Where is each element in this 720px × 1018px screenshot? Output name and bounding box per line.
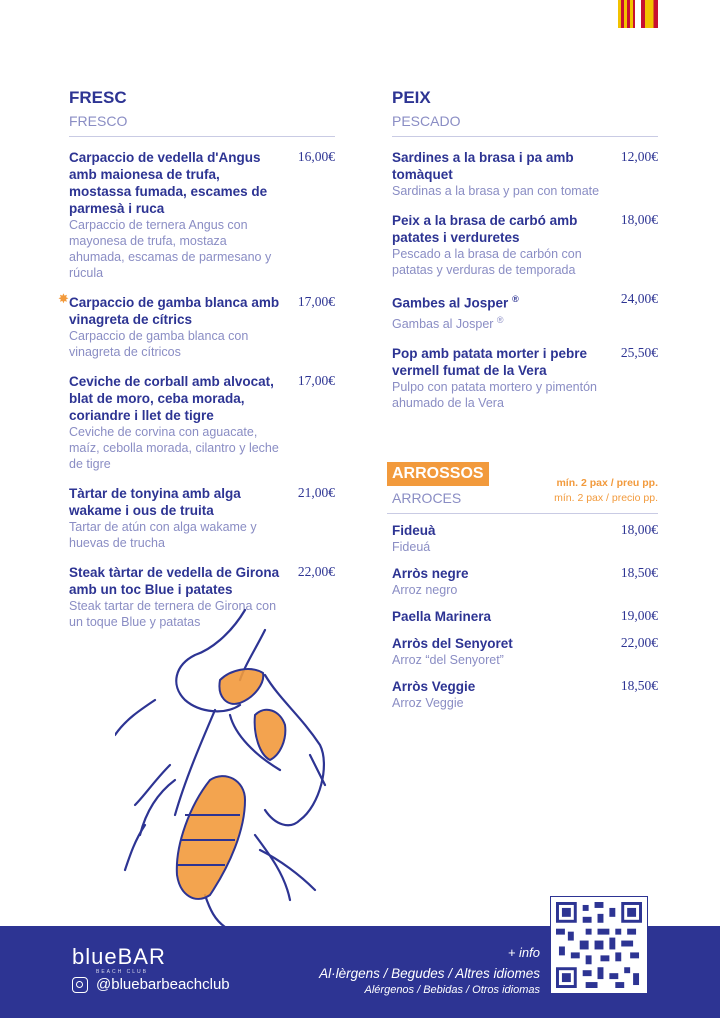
menu-item: [69, 149, 335, 281]
logo-subtext: BEACH CLUB: [96, 969, 148, 975]
item-price: 22,00€: [297, 564, 335, 579]
instagram-handle: @bluebarbeachclub: [96, 976, 230, 993]
menu-item: [392, 608, 658, 625]
item-description: Pescado a la brasa de carbón con patatas y verduras de temporada: [392, 247, 582, 277]
item-price: 17,00€: [297, 294, 335, 309]
menu-item: [69, 485, 335, 551]
item-name: Tàrtar de tonyina amb alga wakame i ous de truita: [69, 486, 241, 518]
registered-mark: ®: [512, 294, 519, 304]
menu-item: [392, 149, 658, 199]
item-name: Arròs negre: [392, 566, 469, 581]
item-price: 18,00€: [620, 522, 658, 537]
item-name: Paella Marinera: [392, 609, 492, 624]
logo-text: blueBAR: [72, 944, 166, 969]
item-price: 24,00€: [620, 291, 658, 306]
section-subtitle: FRESCO: [69, 112, 335, 137]
item-name: Pop amb patata morter i pebre vermell fumat de la Vera: [392, 345, 588, 378]
item-price: 22,00€: [620, 635, 658, 650]
item-price: 18,00€: [620, 212, 658, 227]
info-catalan: Al·lèrgens / Begudes / Altres idiomes: [319, 966, 540, 981]
section-fresc: [58, 88, 335, 643]
item-description: Sardinas a la brasa y pan con tomate: [392, 184, 600, 198]
item-description: Fideuá: [392, 540, 431, 554]
item-description: Arroz Veggie: [392, 696, 464, 710]
item-description: Arroz negro: [392, 583, 458, 597]
language-flags: [618, 0, 658, 28]
qr-code-icon[interactable]: [550, 896, 648, 994]
item-name: Peix a la brasa de carbó amb patates i verduretes: [392, 213, 578, 245]
menu-item: [392, 522, 658, 555]
section-subtitle: ARROCES: [387, 489, 658, 514]
section-title: PEIX: [392, 88, 431, 107]
bluebar-logo[interactable]: [72, 944, 166, 975]
item-description: Steak tartar de ternera de Girona con un toque Blue y patatas: [69, 599, 277, 629]
footer: [0, 926, 720, 1018]
item-name: [392, 291, 608, 312]
item-description: Arroz “del Senyoret”: [392, 653, 504, 667]
item-price: 12,00€: [620, 149, 658, 164]
minimum-note: [554, 476, 658, 506]
info-plus: + info: [507, 945, 540, 960]
item-price: 18,50€: [620, 678, 658, 693]
minimum-note-cat: mín. 2 pax / preu pp.: [556, 477, 658, 489]
instagram-link[interactable]: [72, 976, 230, 993]
item-price: 16,00€: [297, 149, 335, 164]
item-price: 21,00€: [297, 485, 335, 500]
item-name: Fideuà: [392, 523, 436, 538]
minimum-note-es: mín. 2 pax / precio pp.: [554, 492, 658, 504]
menu-item: [392, 565, 658, 598]
menu-item: [58, 291, 335, 360]
section-subtitle: PESCADO: [392, 112, 658, 137]
catalan-flag-icon[interactable]: [618, 0, 635, 28]
item-name: Steak tàrtar de vedella de Girona amb un toc Blue i patates: [69, 565, 280, 597]
item-description-text: Gambas al Josper: [392, 316, 494, 331]
item-description: Carpaccio de gamba blanca con vinagreta de cítricos: [69, 329, 249, 359]
item-description: Pulpo con patata mortero y pimentón ahumado de la Vera: [392, 379, 597, 410]
item-name: Carpaccio de vedella d'Angus amb maionesa de trufa, mostassa fumada, escames de parmesà i ruca: [69, 150, 268, 216]
spanish-flag-icon[interactable]: [641, 0, 658, 28]
item-description: Carpaccio de ternera Angus con mayonesa de trufa, mostaza ahumada, escamas de parmesano y rúcula: [69, 218, 272, 280]
lobster-illustration: [115, 605, 355, 930]
section-arrossos: [392, 522, 658, 721]
star-icon: ✸: [58, 291, 69, 306]
menu-item: [392, 345, 658, 411]
item-name: Arròs Veggie: [392, 679, 476, 694]
item-price: 18,50€: [620, 565, 658, 580]
section-title: ARROSSOS: [387, 462, 489, 486]
item-price: 17,00€: [297, 373, 335, 388]
item-description: Ceviche de corvina con aguacate, maíz, cebolla morada, cilantro y leche de tigre: [69, 425, 279, 471]
item-name: Arròs del Senyoret: [392, 636, 513, 651]
item-description: [392, 312, 608, 332]
info-spanish: Alérgenos / Bebidas / Otros idiomas: [364, 984, 540, 996]
menu-item: [392, 212, 658, 278]
item-name: Sardines a la brasa i pa amb tomàquet: [392, 150, 574, 182]
menu-item: [392, 291, 658, 332]
menu-item: [69, 373, 335, 472]
item-name: Carpaccio de gamba blanca amb vinagreta de cítrics: [69, 295, 280, 327]
menu-item: [392, 678, 658, 711]
item-price: 19,00€: [620, 608, 658, 623]
item-description: Tartar de atún con alga wakame y huevas de trucha: [69, 520, 257, 550]
item-name: Ceviche de corball amb alvocat, blat de moro, ceba morada, coriandre i llet de tigre: [69, 374, 274, 423]
section-arrossos-header: [387, 462, 658, 514]
section-title: FRESC: [69, 88, 127, 107]
item-name-text: Gambes al Josper: [392, 295, 509, 311]
section-peix: [392, 88, 658, 424]
menu-item: [392, 635, 658, 668]
instagram-icon: [72, 977, 88, 993]
registered-mark: ®: [496, 314, 504, 325]
info-block[interactable]: [319, 944, 540, 997]
item-price: 25,50€: [620, 344, 658, 360]
